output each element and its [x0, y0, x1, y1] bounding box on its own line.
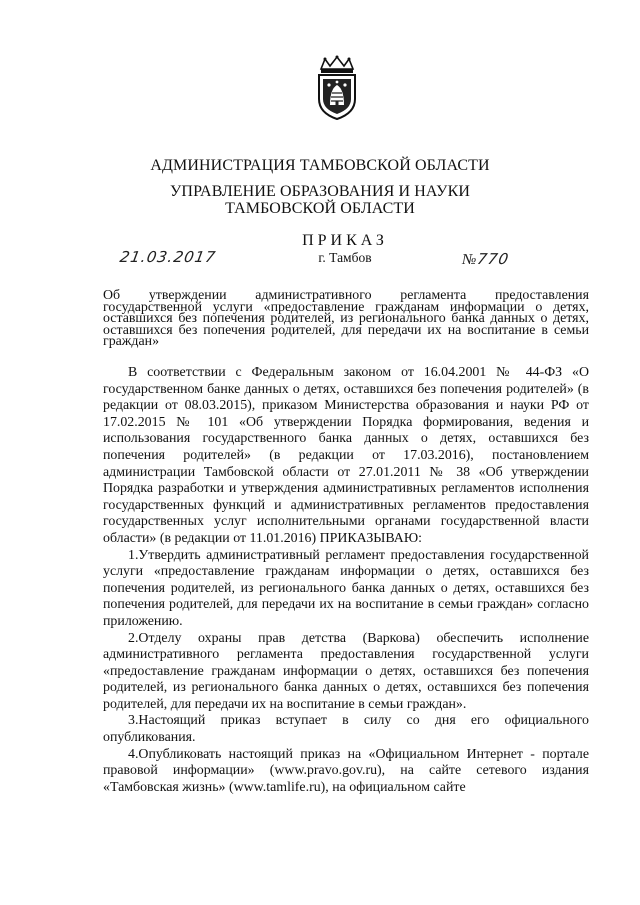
order-title: ПРИКАЗ: [302, 232, 388, 249]
order-subject: Об утверждении административного регламента предоставления государственной услуги «предоставление гражданам информации о детях, оставшихся без попечения родителей, из регионального банка данных о детях, оставшихся без попечения родителей, для передачи их на воспитание в семьи граждан»: [103, 288, 589, 349]
administration-title: АДМИНИСТРАЦИЯ ТАМБОВСКОЙ ОБЛАСТИ: [150, 157, 490, 174]
clause-4-paragraph: 4.Опубликовать настоящий приказ на «Официальном Интернет - портале правовой информации» (www.pravo.gov.ru), на сайте сетевого издания «Тамбовская жизнь» (www.tamlife.ru), на официальном сайте: [103, 746, 589, 795]
clause-3-paragraph: 3.Настоящий приказ вступает в силу со дня его официального опубликования.: [103, 713, 589, 746]
handwritten-date: 21.03.2017: [118, 248, 218, 266]
department-title: УПРАВЛЕНИЕ ОБРАЗОВАНИЯ И НАУКИ: [170, 183, 470, 200]
handwritten-order-number: [460, 250, 510, 269]
order-body: [103, 365, 589, 796]
clause-2-paragraph: 2.Отделу охраны прав детства (Варкова) обеспечить исполнение административного регламента предоставления государственной услуги «предоставление гражданам информации о детях, оставшихся без попечения родителей, из регионального банка данных о детях, оставшихся без попечения родителей, для передачи их на воспитание в семьи граждан».: [103, 630, 589, 712]
number-sign: №: [460, 252, 479, 268]
order-number-value: 770: [475, 250, 511, 268]
preamble-paragraph: В соответствии с Федеральным законом от 16.04.2001 № 44-ФЗ «О государственном банке данных о детях, оставшихся без попечения родителей» (в редакции от 08.03.2015), приказом Министерства образования и науки РФ от 17.02.2015 № 101 «Об утверждении Порядка формирования, ведения и использования государственного банка данных о детях, оставшихся без попечения родителей» (в редакции от 17.03.2016), постановлением администрации Тамбовской области от 27.01.2011 № 38 «Об утверждении Порядка разработки и утверждения административных регламентов исполнения государственных функций и административных регламентов предоставления государственных услуг исполнительными органами государственной власти области» (в редакции от 11.01.2016) ПРИКАЗЫВАЮ:: [103, 365, 589, 546]
coat-of-arms-icon: [313, 55, 361, 121]
clause-1-paragraph: 1.Утвердить административный регламент предоставления государственной услуги «предоставление гражданам информации о детях, оставшихся без попечения родителей, из регионального банка данных о детях, оставшихся без попечения родителей, для передачи их на воспитание в семьи граждан» согласно приложению.: [103, 547, 589, 629]
order-city: г. Тамбов: [318, 250, 372, 265]
department-region: ТАМБОВСКОЙ ОБЛАСТИ: [225, 200, 415, 217]
